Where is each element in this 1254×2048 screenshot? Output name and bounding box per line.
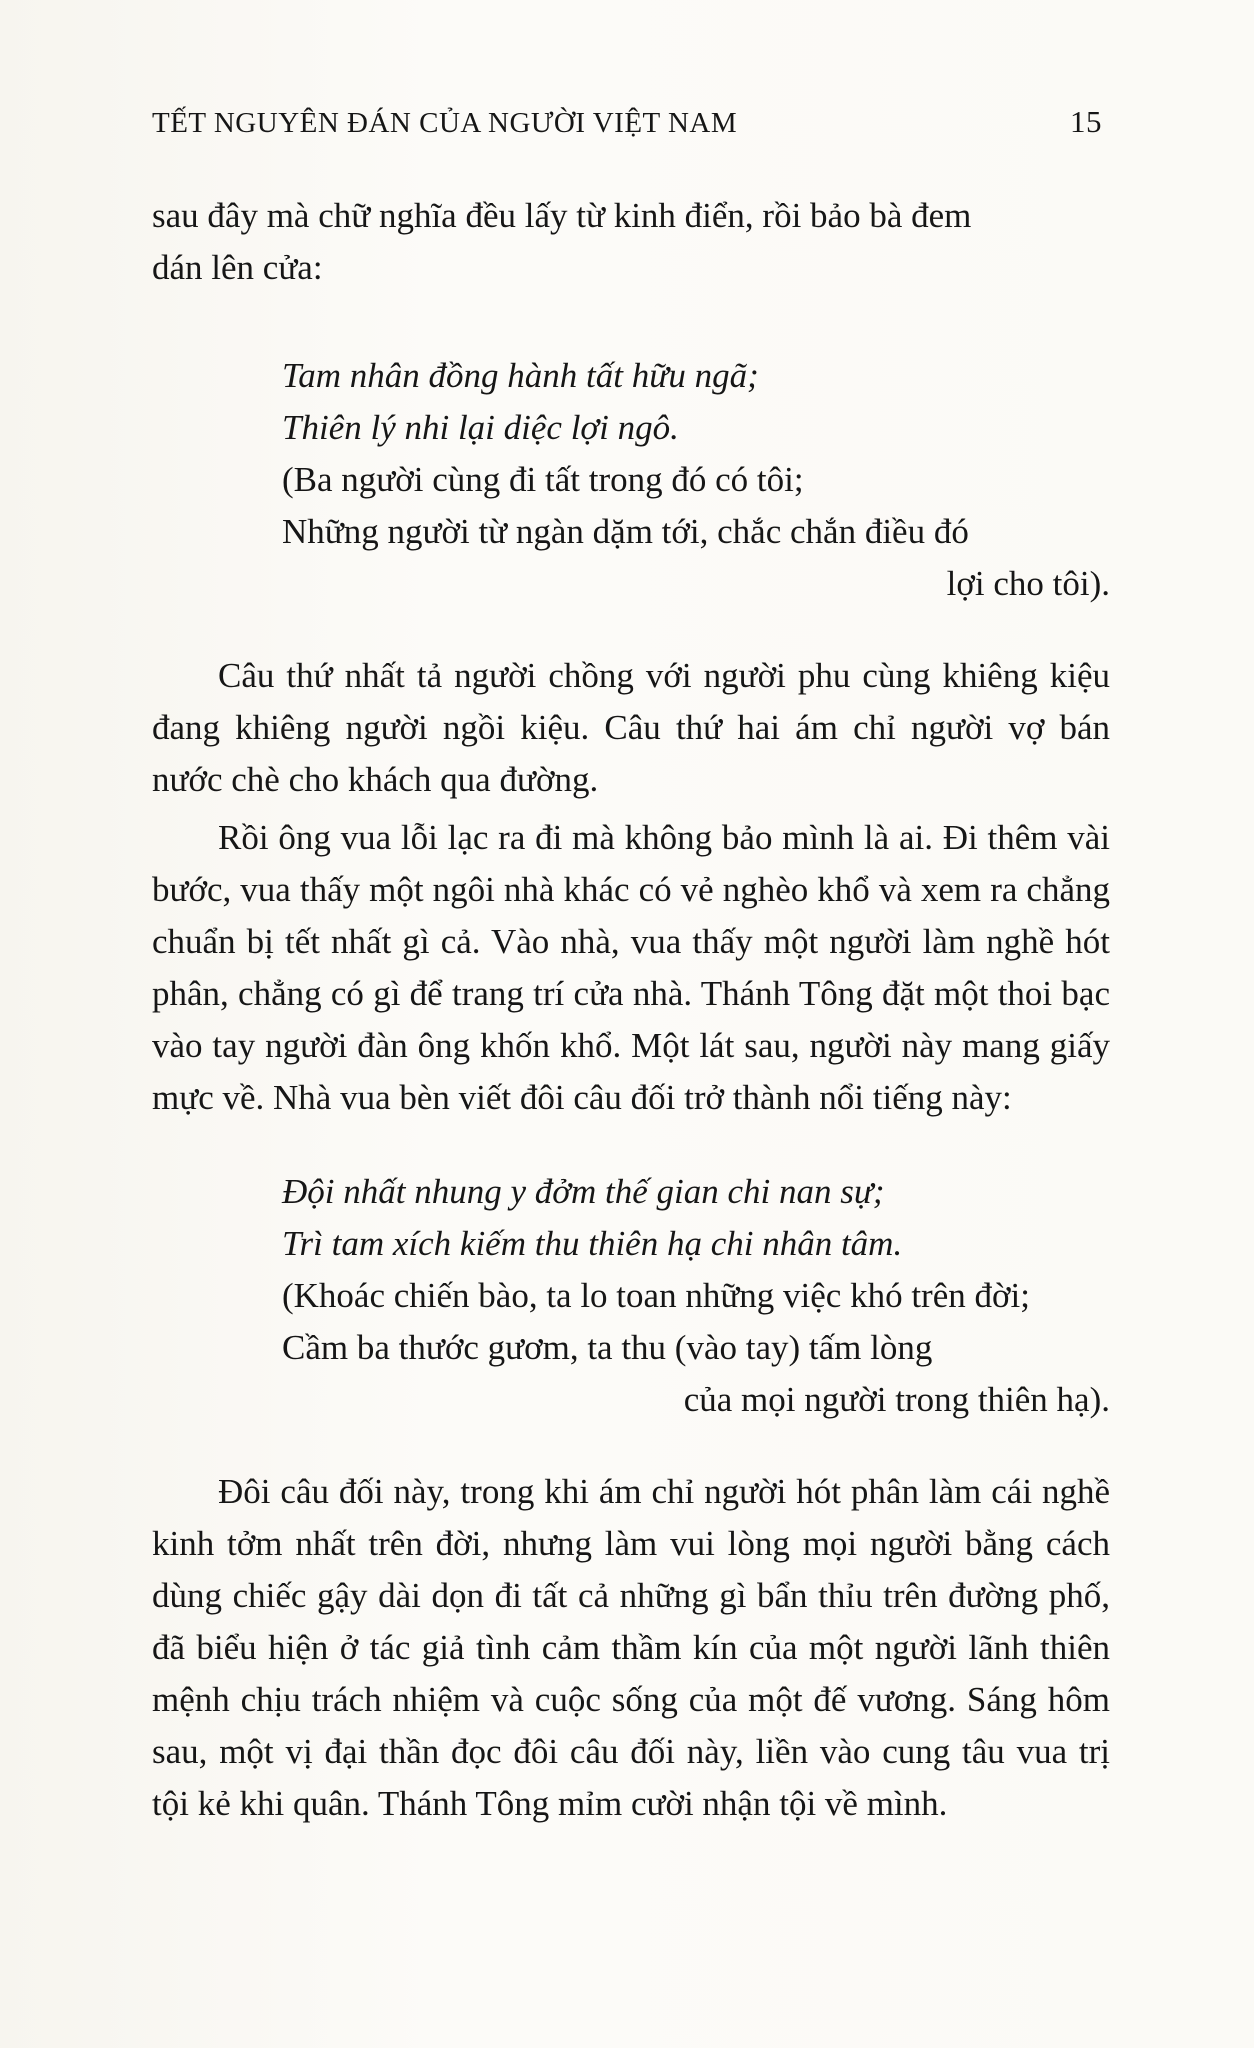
page-number: 15: [1070, 104, 1102, 139]
paragraph: Đôi câu đối này, trong khi ám chỉ người hót phân làm cái nghề kinh tởm nhất trên đời, nhưng làm vui lòng mọi người bằng cách dùng chiếc gậy dài dọn đi tất cả những gì bẩn thỉu trên đường phố, đã biểu hiện ở tác giả tình cảm thầm kín của một người lãnh thiên mệnh chịu trách nhiệm và cuộc sống của một đế vương. Sáng hôm sau, một vị đại thần đọc đôi câu đối này, liền vào cung tâu vua trị tội kẻ khi quân. Thánh Tông mỉm cười nhận tội về mình.: [152, 1472, 1110, 1823]
couplet-translation-line: (Khoác chiến bào, ta lo toan những việc khó trên đời;: [282, 1276, 1030, 1315]
page-body: [152, 190, 1110, 1830]
paragraph-continued: [152, 190, 1110, 294]
couplet-line: Đội nhất nhung y đởm thế gian chi nan sự;: [282, 1172, 885, 1211]
couplet-translation-line: (Ba người cùng đi tất trong đó có tôi;: [282, 460, 804, 499]
running-title: TẾT NGUYÊN ĐÁN CỦA NGƯỜI VIỆT NAM: [152, 107, 738, 139]
couplet-translation-line: lợi cho tôi).: [946, 564, 1110, 603]
couplet-translation-line: Những người từ ngàn dặm tới, chắc chắn điều đó: [282, 512, 969, 551]
paragraph: Rồi ông vua lỗi lạc ra đi mà không bảo mình là ai. Đi thêm vài bước, vua thấy một ngôi nhà khác có vẻ nghèo khổ và xem ra chẳng chuẩn bị tết nhất gì cả. Vào nhà, vua thấy một người làm nghề hót phân, chẳng có gì để trang trí cửa nhà. Thánh Tông đặt một thoi bạc vào tay người đàn ông khốn khổ. Một lát sau, người này mang giấy mực về. Nhà vua bèn viết đôi câu đối trở thành nổi tiếng này:: [152, 818, 1110, 1117]
paragraph-line: dán lên cửa:: [152, 248, 323, 287]
couplet-translation-line: Cầm ba thước gươm, ta thu (vào tay) tấm lòng: [282, 1328, 933, 1367]
couplet-line: Thiên lý nhi lại diệc lợi ngô.: [282, 408, 679, 447]
couplet-2: [282, 1166, 1110, 1426]
paragraph-line: sau đây mà chữ nghĩa đều lấy từ kinh điển, rồi bảo bà đem: [152, 196, 972, 235]
running-header: [152, 104, 1102, 140]
couplet-1: [282, 350, 1110, 610]
couplet-line: Trì tam xích kiếm thu thiên hạ chi nhân tâm.: [282, 1224, 903, 1263]
paragraph: Câu thứ nhất tả người chồng với người phu cùng khiêng kiệu đang khiêng người ngồi kiệu. Câu thứ hai ám chỉ người vợ bán nước chè cho khách qua đường.: [152, 656, 1110, 799]
couplet-line: Tam nhân đồng hành tất hữu ngã;: [282, 356, 759, 395]
couplet-translation-line: của mọi người trong thiên hạ).: [683, 1380, 1110, 1419]
